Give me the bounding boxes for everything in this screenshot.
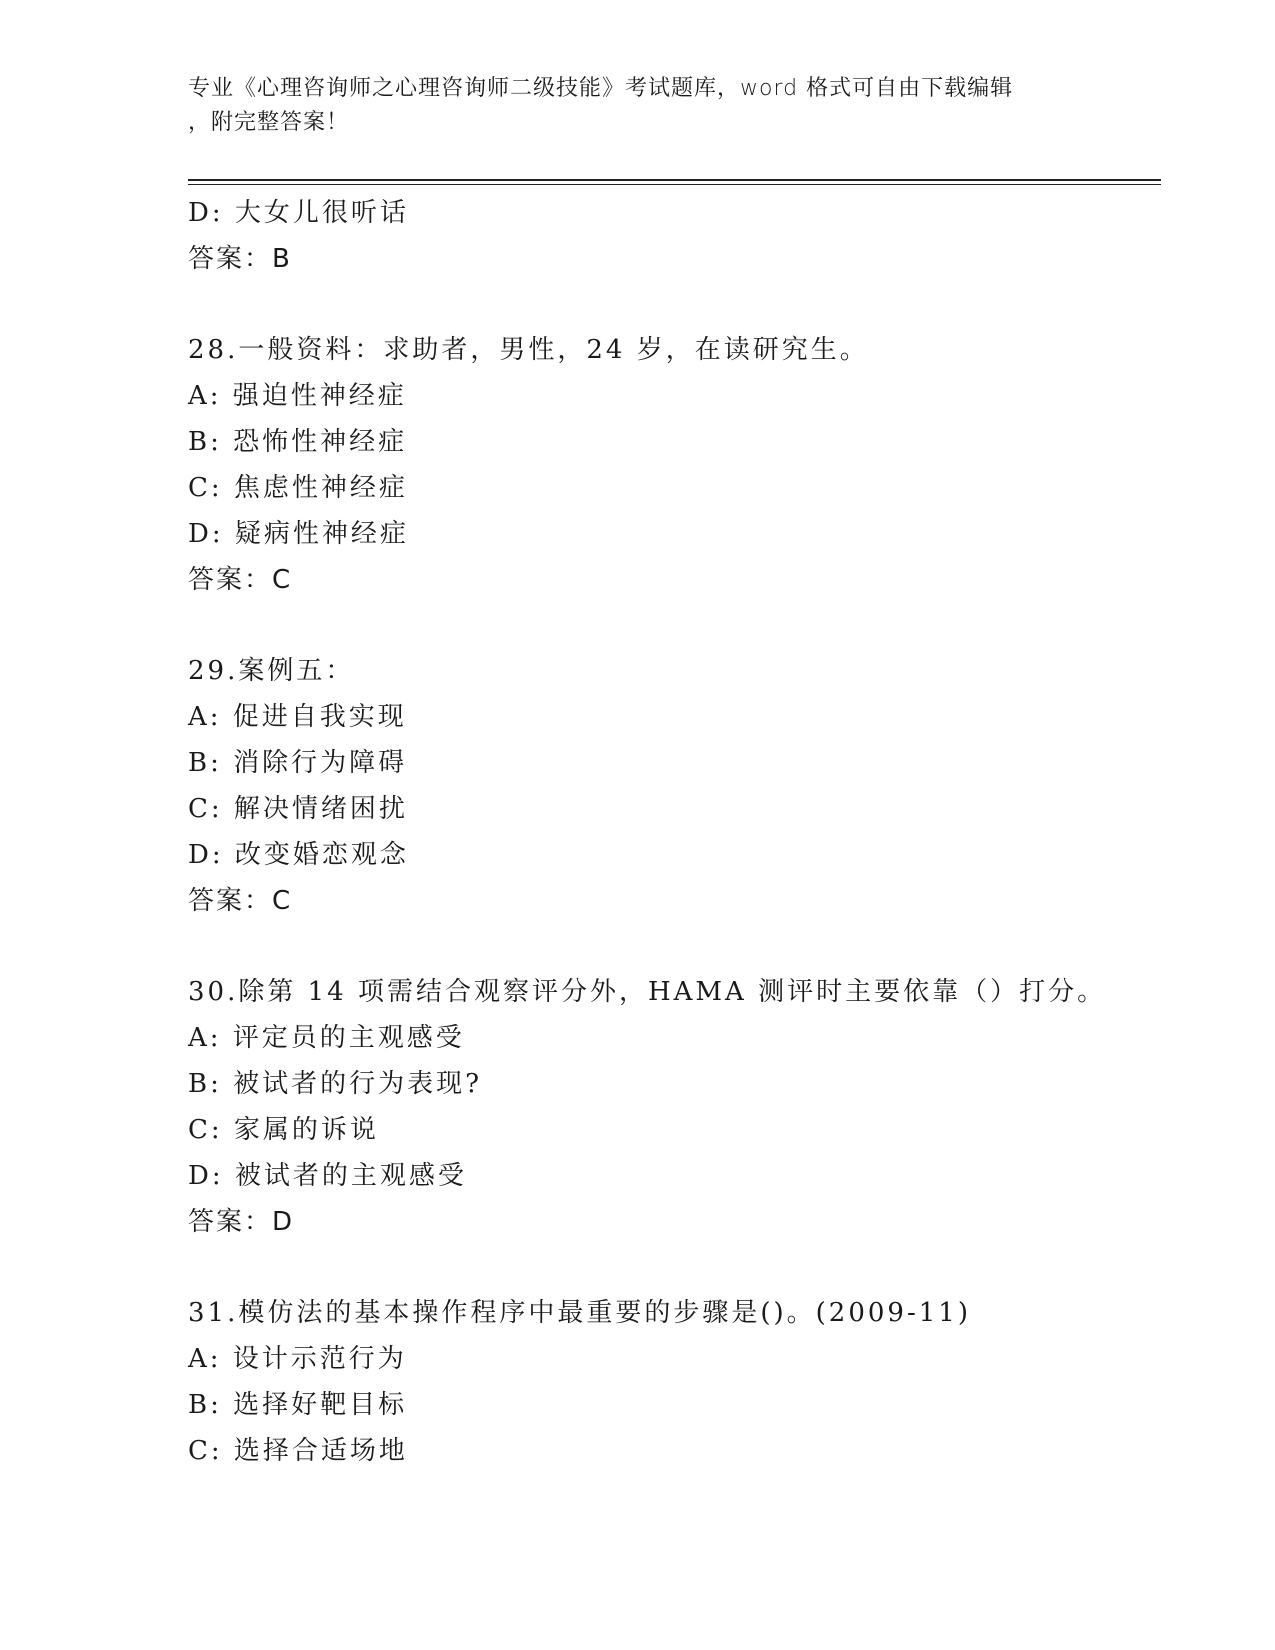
question-stem: 28.一般资料：求助者，男性，24 岁，在读研究生。	[188, 335, 869, 365]
option-b: B: 恐怖性神经症	[188, 427, 408, 457]
prev-option-d: D: 大女儿很听话	[188, 198, 409, 228]
option-b: B: 选择好靶目标	[188, 1390, 408, 1420]
answer: 答案：D	[188, 1207, 295, 1237]
question-31	[188, 1290, 1168, 1474]
question-stem: 31.模仿法的基本操作程序中最重要的步骤是()。(2009-11)	[188, 1298, 971, 1328]
header-title-line-2: ，附完整答案！	[188, 110, 350, 135]
question-list	[188, 190, 1168, 1474]
prev-answer: 答案：B	[188, 244, 292, 274]
header-divider-thin	[188, 184, 1161, 185]
option-d: D: 疑病性神经症	[188, 519, 409, 549]
header-title-line-1: 专业《心理咨询师之心理咨询师二级技能》考试题库，word 格式可自由下载编辑	[188, 76, 1014, 101]
option-a: A: 强迫性神经症	[188, 381, 407, 411]
answer: 答案：C	[188, 886, 293, 916]
option-c: C: 焦虑性神经症	[188, 473, 408, 503]
question-29	[188, 648, 1168, 924]
option-a: A: 促进自我实现	[188, 702, 407, 732]
answer: 答案：C	[188, 565, 293, 595]
document-header	[188, 72, 1068, 140]
question-stem: 30.除第 14 项需结合观察评分外，HAMA 测评时主要依靠（）打分。	[188, 977, 1107, 1007]
option-b: B: 被试者的行为表现?	[188, 1069, 483, 1099]
option-c: C: 解决情绪困扰	[188, 794, 408, 824]
question-28	[188, 327, 1168, 603]
option-c: C: 选择合适场地	[188, 1436, 408, 1466]
question-30	[188, 969, 1168, 1245]
option-d: D: 改变婚恋观念	[188, 840, 409, 870]
option-c: C: 家属的诉说	[188, 1115, 379, 1145]
option-d: D: 被试者的主观感受	[188, 1161, 467, 1191]
header-divider-thick	[188, 179, 1161, 181]
question-stem: 29.案例五：	[188, 656, 355, 686]
option-b: B: 消除行为障碍	[188, 748, 408, 778]
option-a: A: 评定员的主观感受	[188, 1023, 465, 1053]
option-a: A: 设计示范行为	[188, 1344, 407, 1374]
